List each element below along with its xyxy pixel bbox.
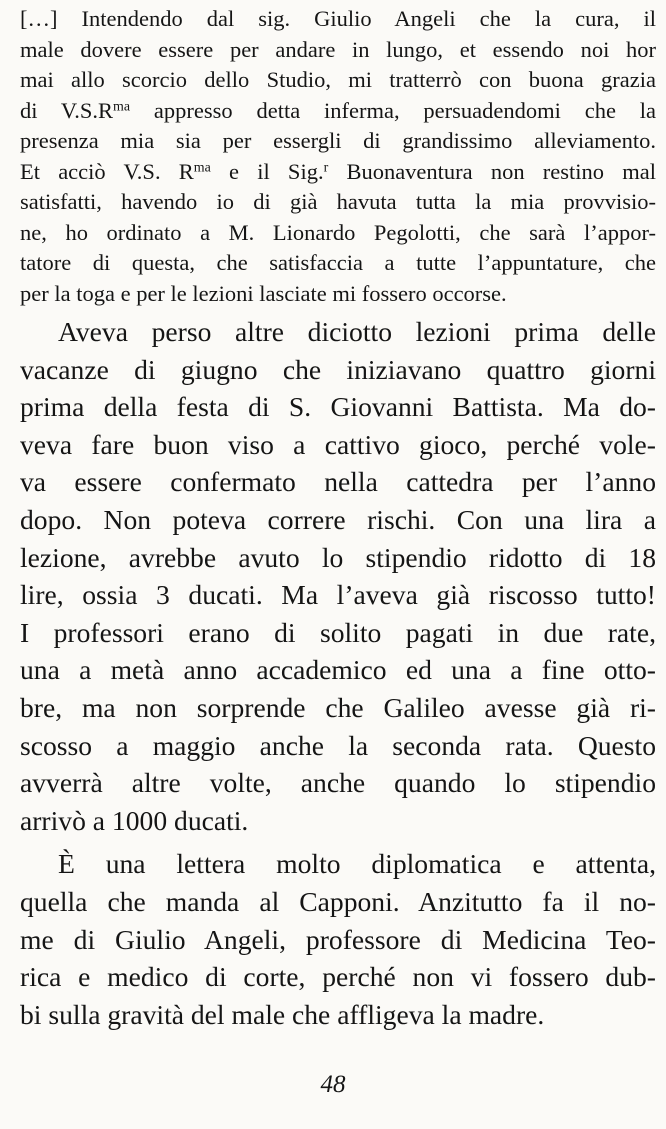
paragraph-2: [20, 845, 656, 1033]
paragraph-line: me di Giulio Angeli, professore di Medicina Teo-: [20, 923, 656, 955]
paragraph-line: veva fare buon viso a cattivo gioco, perché vole-: [20, 428, 656, 460]
quote-text: per la toga e per le lezioni lasciate mi fossero occorse.: [20, 280, 507, 306]
superscript-abbreviation: ma: [113, 98, 131, 114]
quote-line: [20, 157, 656, 188]
quote-text: presenza mia sia per essergli di grandissimo alleviamento.: [20, 128, 656, 153]
quote-text: e il Sig.: [210, 158, 324, 184]
paragraph-line: avverrà altre volte, anche quando lo stipendio: [20, 767, 656, 799]
quote-line: [20, 35, 656, 66]
quote-line: [20, 248, 656, 279]
paragraph-1: [20, 313, 656, 839]
quote-line: [20, 187, 656, 218]
quote-text: ne, ho ordinato a M. Lionardo Pegolotti, che sarà l’appor-: [20, 219, 656, 245]
quote-line: [20, 96, 656, 127]
paragraph-line: bre, ma non sorprende che Galileo avesse già ri-: [20, 691, 656, 723]
paragraph-line: scosso a maggio anche la seconda rata. Questo: [20, 729, 656, 761]
quote-line: [20, 126, 656, 157]
quote-text: […] Intendendo dal sig. Giulio Angeli che la cura, il: [20, 6, 656, 31]
paragraph-line: bi sulla gravità del male che affligeva la madre.: [20, 998, 545, 1030]
superscript-abbreviation: r: [323, 159, 329, 175]
quote-text: tatore di questa, che satisfaccia a tutte l’appuntature, che: [20, 250, 656, 275]
paragraph-line: rica e medico di corte, perché non vi fossero dub-: [20, 961, 656, 993]
body-text: [20, 313, 656, 1033]
quoted-letter: [20, 4, 656, 309]
paragraph-line: dopo. Non poteva correre rischi. Con una lira a: [20, 503, 656, 535]
paragraph-line: vacanze di giugno che iniziavano quattro giorni: [20, 353, 656, 385]
paragraph-line: lezione, avrebbe avuto lo stipendio ridotto di 18: [20, 541, 656, 573]
paragraph-line: arrivò a 1000 ducati.: [20, 804, 249, 836]
superscript-abbreviation: ma: [193, 159, 211, 175]
quote-text: male dovere essere per andare in lungo, et essendo noi hor: [20, 36, 656, 62]
paragraph-line: va essere confermato nella cattedra per l’anno: [20, 466, 656, 498]
quote-line: [20, 65, 656, 96]
quote-line: [20, 4, 656, 35]
page-number: 48: [320, 1071, 346, 1098]
quote-line: [20, 279, 656, 310]
paragraph-line: Aveva perso altre diciotto lezioni prima delle: [58, 316, 656, 347]
quote-text: mai allo scorcio dello Studio, mi tratterrò con buona grazia: [20, 67, 656, 92]
quote-line: [20, 218, 656, 249]
quote-text: satisfatti, havendo io di già havuta tutta la mia provvisio-: [20, 189, 656, 214]
quote-text: Et acciò V.S. R: [20, 158, 194, 184]
paragraph-line: lire, ossia 3 ducati. Ma l’aveva già riscosso tutto!: [20, 579, 656, 611]
quote-text: di V.S.R: [20, 97, 114, 123]
paragraph-line: prima della festa di S. Giovanni Battista. Ma do-: [20, 391, 656, 423]
paragraph-line: È una lettera molto diplomatica e attenta,: [58, 848, 656, 880]
paragraph-line: I professori erano di solito pagati in due rate,: [20, 616, 656, 648]
paragraph-line: quella che manda al Capponi. Anzitutto fa il no-: [20, 885, 656, 917]
quote-text: appresso detta inferma, persuadendomi che la: [130, 97, 656, 123]
quote-text: Buonaventura non restino mal: [328, 158, 656, 184]
paragraph-line: una a metà anno accademico ed una a fine otto-: [20, 654, 656, 686]
